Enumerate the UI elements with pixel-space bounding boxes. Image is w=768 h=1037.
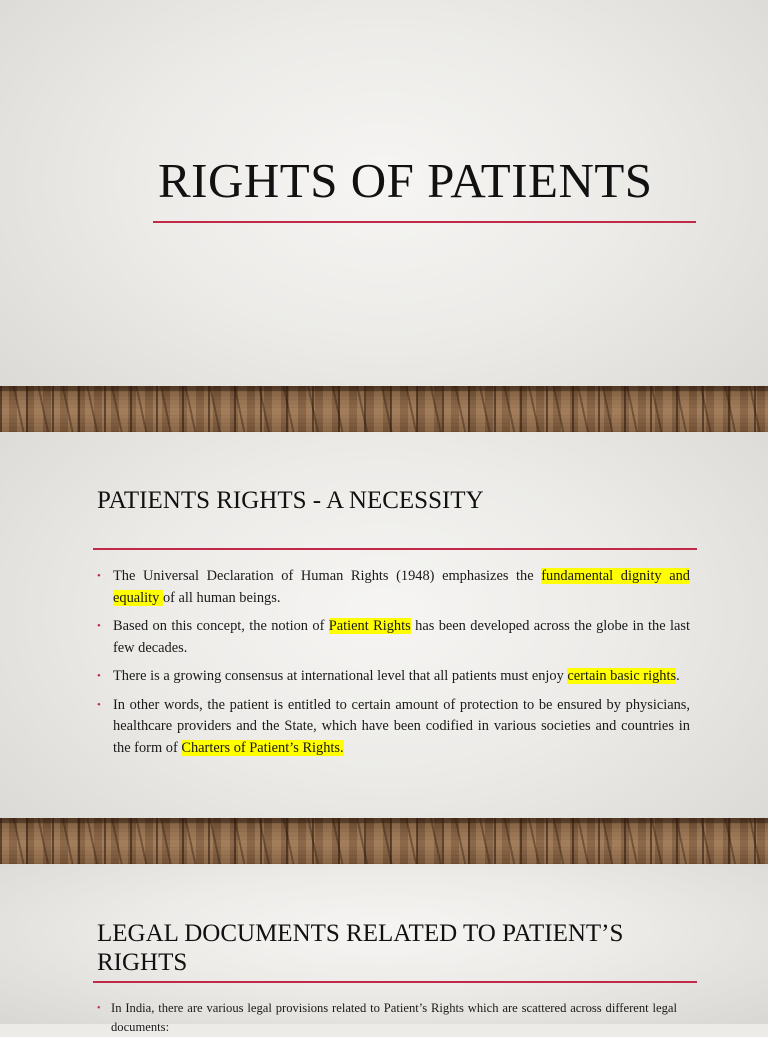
bullet-text: In other words, the patient is entitled to certain amount of protection to be ensured by physicians, healthcare providers and the State, which have been codified in various societies and countries in the form of: [113, 696, 690, 756]
slide-3-title: LEGAL DOCUMENTS RELATED TO PATIENT’S RIGHTS: [97, 920, 624, 976]
wood-floor: [0, 818, 768, 864]
bullet-text: The Universal Declaration of Human Rights (1948) emphasizes the: [113, 568, 542, 584]
slide-3: [0, 864, 768, 1034]
bullet-text: .: [676, 668, 680, 684]
bullet-text: Based on this concept, the notion of: [113, 618, 329, 634]
bullet-text: There is a growing consensus at international level that all patients must enjoy: [113, 668, 568, 684]
bullet-text: of all human beings.: [162, 589, 281, 606]
bullet-item: [97, 616, 690, 659]
slide-2: [0, 432, 768, 864]
slide-1: [0, 0, 768, 432]
bullet-item: [97, 999, 677, 1037]
slide-2-title: PATIENTS RIGHTS - A NECESSITY: [97, 487, 484, 514]
slide-1-title: RIGHTS OF PATIENTS: [158, 153, 653, 208]
bullet-text: has been developed across the globe in the last few decades.: [113, 618, 691, 656]
bullet-item: [97, 566, 690, 609]
title-underline: [93, 548, 697, 550]
bullet-text: In India, there are various legal provisions related to Patient’s Rights which are scattered across different legal documents:: [111, 1001, 677, 1034]
highlighted-text: Charters of Patient’s Rights.: [181, 739, 344, 756]
title-underline: [93, 981, 697, 983]
slide-2-bullets: [97, 566, 690, 766]
highlighted-text: Patient Rights: [328, 618, 411, 634]
slide-3-bullets: [97, 999, 677, 1037]
title-underline: [153, 221, 696, 223]
bullet-item: [97, 666, 690, 688]
bullet-item: [97, 695, 690, 760]
wood-floor: [0, 386, 768, 432]
highlighted-text: fundamental dignity and equality: [113, 568, 690, 606]
highlighted-text: certain basic rights: [567, 668, 677, 684]
